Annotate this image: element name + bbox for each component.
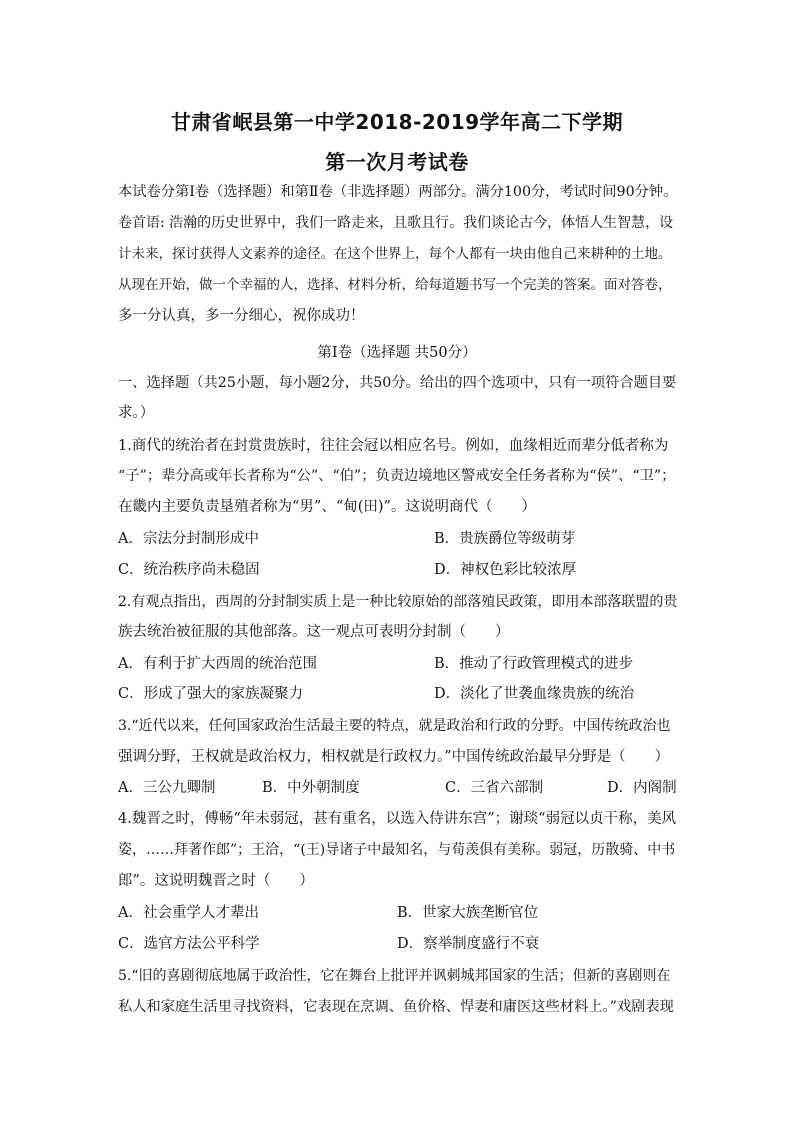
question-4-option-d: D．察举制度盛行不衰 bbox=[397, 936, 540, 952]
question-1-option-b: B．贵族爵位等级萌芽 bbox=[434, 531, 576, 547]
question-3-stem: 强调分野，王权就是政治权力，相权就是行政权力。”中国传统政治最早分野是（ ） bbox=[118, 749, 670, 765]
exam-subtitle: 第一次月考试卷 bbox=[325, 150, 469, 174]
question-1-option-c: C．统治秩序尚未稳固 bbox=[118, 562, 260, 578]
question-1-option-d: D．神权色彩比较浓厚 bbox=[434, 562, 577, 578]
question-2-option-c: C．形成了强大的家族凝聚力 bbox=[118, 686, 304, 702]
question-2-option-a: A．有利于扩大西周的统治范围 bbox=[118, 656, 317, 672]
question-4-option-a: A．社会重学人才辈出 bbox=[118, 905, 259, 921]
question-2-stem: 2.有观点指出，西周的分封制实质上是一种比较原始的部落殖民政策，即用本部落联盟的贵 bbox=[118, 594, 678, 610]
section-heading: 第Ⅰ卷（选择题 共50分） bbox=[317, 345, 477, 361]
question-2-stem: 族去统治被征服的其他部落。这一观点可表明分封制（ ） bbox=[118, 624, 510, 640]
question-3-option-b: B．中外朝制度 bbox=[262, 780, 360, 796]
exam-title: 甘肃省岷县第一中学2018-2019学年高二下学期 bbox=[170, 110, 624, 134]
intro-line: 本试卷分第Ⅰ卷（选择题）和第Ⅱ卷（非选择题）两部分。满分100分，考试时间90分钟。 bbox=[118, 184, 678, 200]
question-3-option-d: D．内阁制 bbox=[607, 780, 677, 796]
intro-line: 多一分认真，多一分细心，祝你成功！ bbox=[118, 308, 365, 324]
question-4-option-b: B．世家大族垄断官位 bbox=[397, 905, 539, 921]
question-1-stem: 在畿内主要负责垦殖者称为“男”、“甸(田)”。这说明商代（ ） bbox=[118, 499, 536, 515]
section-instructions: 求。） bbox=[118, 405, 155, 421]
question-5-stem: 5.“旧的喜剧彻底地属于政治性，它在舞台上批评并讽刺城邦国家的生活；但新的喜剧则在 bbox=[118, 968, 671, 984]
question-1-option-a: A．宗法分封制形成中 bbox=[118, 531, 259, 547]
question-4-stem: 4.魏晋之时，傅畅“年未弱冠，甚有重名，以选入侍讲东宫”；谢琰“弱冠以贞干称，美风 bbox=[118, 811, 677, 827]
question-4-stem: 姿，……拜著作郎”；王洽，“(王)导诸子中最知名，与荀羡俱有美称。弱冠，历散骑、中书 bbox=[118, 842, 676, 858]
question-3-option-c: C．三省六部制 bbox=[445, 780, 544, 796]
question-4-stem: 郎”。这说明魏晋之时（ ） bbox=[118, 873, 314, 889]
intro-line: 从现在开始，做一个幸福的人，选择、材料分析，给每道题书写一个完美的答案。面对答卷， bbox=[118, 277, 672, 293]
intro-line: 计未来，探讨获得人文素养的途径。在这个世界上，每个人都有一块由他自己来耕种的土地。 bbox=[118, 246, 672, 262]
intro-line: 卷首语: 浩瀚的历史世界中，我们一路走来，且歌且行。我们谈论古今，体悟人生智慧，设 bbox=[118, 215, 674, 231]
question-1-stem: “子”；辈分高或年长者称为“公”、“伯”；负责边境地区警戒安全任务者称为“侯”、“卫”； bbox=[118, 468, 676, 484]
question-1-stem: 1.商代的统治者在封赏贵族时，往往会冠以相应名号。例如，血缘相近而辈分低者称为 bbox=[118, 438, 669, 454]
question-2-option-d: D．淡化了世袭血缘贵族的统治 bbox=[434, 686, 635, 702]
question-5-stem: 私人和家庭生活里寻找资料，它表现在烹调、鱼价格、悍妻和庸医这些材料上。”戏剧表现 bbox=[118, 999, 674, 1015]
question-3-stem: 3.“近代以来，任何国家政治生活最主要的特点，就是政治和行政的分野。中国传统政治也 bbox=[118, 718, 671, 734]
question-2-option-b: B．推动了行政管理模式的进步 bbox=[434, 656, 634, 672]
section-instructions: 一、选择题（共25小题，每小题2分，共50分。给出的四个选项中，只有一项符合题目要 bbox=[118, 375, 677, 391]
question-3-option-a: A．三公九卿制 bbox=[118, 780, 216, 796]
question-4-option-c: C．选官方法公平科学 bbox=[118, 936, 260, 952]
